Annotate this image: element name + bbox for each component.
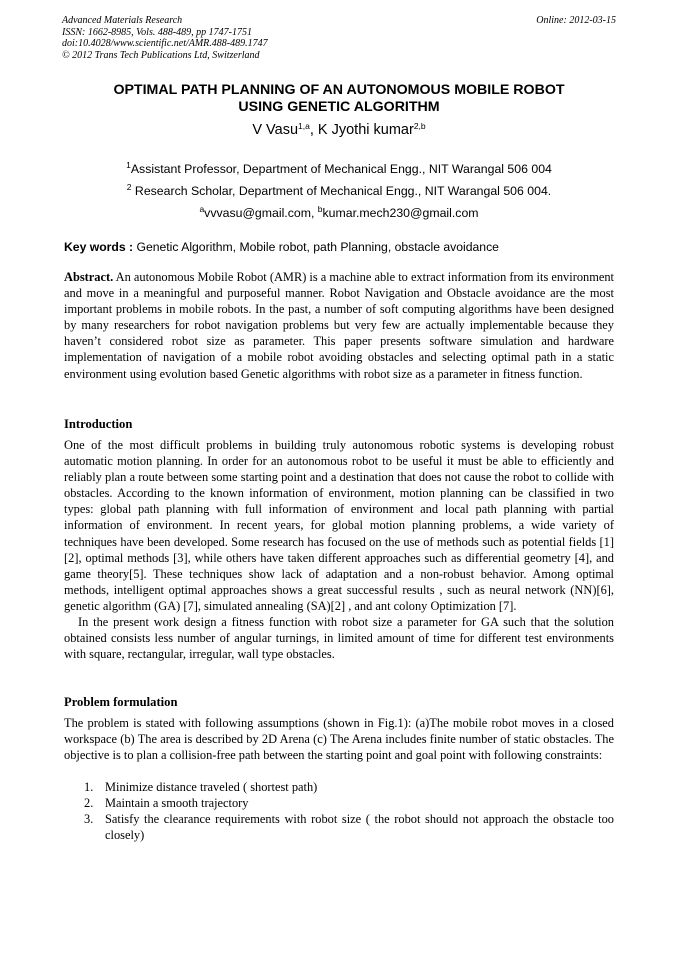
list-item [64,795,614,811]
introduction-body [64,437,614,662]
title-line-2: USING GENETIC ALGORITHM [238,99,440,115]
author-emails [62,206,616,220]
keywords [64,240,616,254]
email-b-sup: b [317,204,323,214]
journal-header [62,15,616,61]
email-a-sup: a [199,204,205,214]
author-2-sup: 2,b [413,121,426,131]
introduction-paragraph-2: In the present work design a fitness function with robot size a parameter for GA such that the solution obtained consists less number of angular turnings, in limited amount of time for different test environments with square, rectangular, irregular, wall type obstacles. [64,615,614,662]
author-list [62,122,616,138]
issn-line: ISSN: 1662-8985, Vols. 488-489, pp 1747-1751 [62,26,252,38]
doi-line: doi:10.4028/www.scientific.net/AMR.488-489.1747 [62,38,268,49]
problem-heading: Problem formulation [64,695,178,709]
list-number: 3. [84,812,94,827]
affiliation-2-sup: 2 [126,182,132,192]
author-1-name: V Vasu [252,122,299,138]
affiliation-1 [62,162,616,176]
author-separator: , [309,122,318,138]
constraints-list [64,779,614,843]
author-1-sup: 1,a [298,121,310,131]
list-text: Maintain a smooth trajectory [105,796,249,811]
paper-title [62,82,616,116]
copyright-line: © 2012 Trans Tech Publications Ltd, Switzerland [62,49,260,61]
abstract-text: An autonomous Mobile Robot (AMR) is a machine able to extract information from its environment and move in a meaningful and purposeful manner. Robot Navigation and Obstacle avoidance are the most important problems in mobile robots. In the past, a number of soft computing algorithms have been designed by many researchers for robot navigation problems but very few are actually implementable because they haven’t considered robot size as parameter. This paper presents software simulation and hardware implementation of navigation of a mobile robot avoiding obstacles and selecting optimal path in a static environment using evolution based Genetic algorithms with robot size as a parameter in fitness function. [64,270,614,381]
introduction-heading: Introduction [64,417,133,431]
email-b: kumar.mech230@gmail.com [322,206,479,220]
online-date: Online: 2012-03-15 [536,15,616,26]
affiliation-2-text: Research Scholar, Department of Mechanical Engg., NIT Warangal 506 004. [131,184,552,198]
journal-name: Advanced Materials Research [62,15,183,26]
introduction-paragraph-1: One of the most difficult problems in building truly autonomous robotic systems is developing robust automatic motion planning. In order for an autonomous robot to be useful it must be able to efficiently and reliably plan a route between some starting point and a destination that does not cause the robot to collide with obstacles. According to the known information of environment, motion planning can be classified in two types: global path planning with full information of environment and local path planning with partial information of environment. In recent years, for global motion planning problems, a wide variety of techniques have been developed. Some research has focused on the use of methods such as potential fields [1][2], optimal methods [3], while others have taken different approaches such as differential geometry [4], and game theory[5]. These techniques show lack of adaptation and a non-robust behavior. Among optimal methods, intelligent optimal approaches shows a great successful results , such as neural network (NN)[6], genetic algorithm (GA) [7], simulated annealing (SA)[2] , and ant colony Optimization [7]. [64,438,614,613]
problem-paragraph: The problem is stated with following assumptions (shown in Fig.1): (a)The mobile robot moves in a closed workspace (b) The area is described by 2D Arena (c) The Arena includes finite number of static obstacles. The objective is to plan a collision-free path between the starting point and goal point with following constraints: [64,716,614,763]
email-a: vvvasu@gmail.com, [204,206,318,220]
affiliation-1-text: Assistant Professor, Department of Mechanical Engg., NIT Warangal 506 004 [130,162,552,176]
abstract [64,269,614,382]
title-line-1: OPTIMAL PATH PLANNING OF AN AUTONOMOUS MOBILE ROBOT [113,82,565,98]
affiliation-1-sup: 1 [126,160,131,170]
affiliation-2 [62,184,616,198]
keywords-label: Key words : [64,240,134,254]
list-item [64,811,614,843]
list-text: Satisfy the clearance requirements with robot size ( the robot should not approach the obstacle too closely) [105,812,614,843]
abstract-label: Abstract. [64,270,114,284]
keywords-text: Genetic Algorithm, Mobile robot, path Planning, obstacle avoidance [133,240,499,254]
list-text: Minimize distance traveled ( shortest path) [105,780,318,794]
list-item [64,779,614,795]
author-2-name: K Jyothi kumar [317,122,414,138]
list-number: 2. [84,796,94,811]
list-number: 1. [84,780,94,794]
